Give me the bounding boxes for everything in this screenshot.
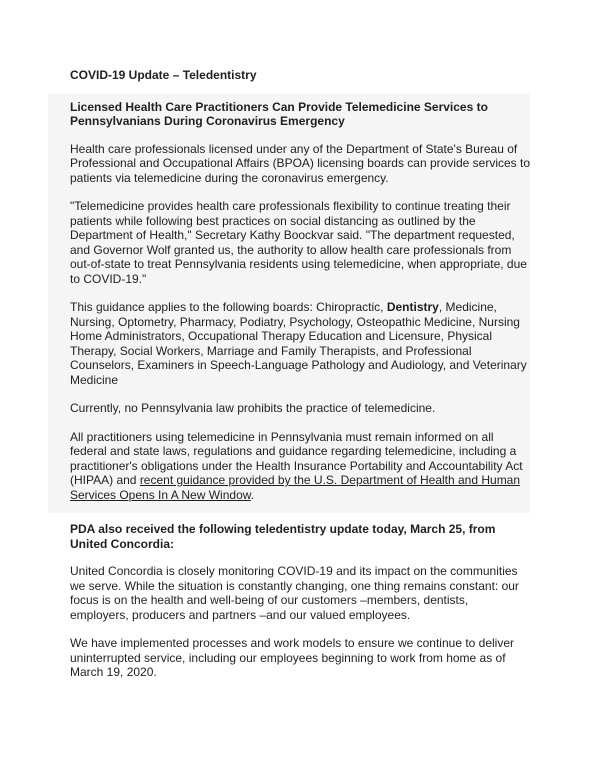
paragraph-bpoa-licensing: Health care professionals licensed under any of the Department of State's Bureau of Professional and Occupational Affairs (BPOA) licensing boards can provide services to patients via telemedicine during the coronavirus emergency. (70, 141, 531, 185)
paragraph-hipaa-guidance (70, 430, 530, 503)
boards-list-text-after: , Medicine, Nursing, Optometry, Pharmacy, Podiatry, Psychology, Osteopathic Medicine, Nursing Home Administrators, Occupational Therapy Education and Licensure, Physical Therapy, Social Workers, Marriage and Family Therapists, and Professional Counselors, Examiners in Speech-Language Pathology and Audiology, and Veterinary Medicine (70, 300, 527, 387)
hhs-guidance-link[interactable]: recent guidance provided by the U.S. Department of Health and Human Services Opens In A New Window (70, 473, 521, 502)
section-heading-pda-update: PDA also received the following teledentistry update today, March 25, from United Concordia: (70, 522, 496, 551)
hipaa-text-after: . (250, 487, 255, 502)
hipaa-text-before: All practitioners using telemedicine in Pennsylvania must remain informed on all federal and state laws, regulations and guidance regarding telemedicine, including a practitioner's obligations under the Health Insurance Portability and Accountability Act (HIPAA) and (70, 429, 523, 487)
boards-list-dentistry-bold: Dentistry (386, 300, 439, 314)
document-title: COVID-19 Update – Teledentistry (70, 68, 257, 82)
paragraph-work-from-home: We have implemented processes and work models to ensure we continue to deliver uninterrupted service, including our employees beginning to work from home as of March 19, 2020. (70, 636, 515, 679)
paragraph-united-concordia-monitoring: United Concordia is closely monitoring COVID-19 and its impact on the communities we serve. While the situation is constantly changing, one thing remains constant: our focus is on the health and well-being of our customers –members, dentists, employers, producers and partners –and our valued employees. (70, 564, 519, 622)
boards-list-text-before: This guidance applies to the following boards: Chiropractic, (70, 300, 387, 314)
paragraph-boards-list (70, 300, 530, 387)
paragraph-no-law-prohibits: Currently, no Pennsylvania law prohibits the practice of telemedicine. (70, 401, 436, 415)
highlighted-section (48, 94, 530, 514)
section-heading-telemedicine: Licensed Health Care Practitioners Can Provide Telemedicine Services to Pennsylvanians During Coronavirus Emergency (70, 99, 488, 128)
paragraph-boockvar-quote: "Telemedicine provides health care professionals flexibility to continue treating their patients while following best practices on social distancing as outlined by the Department of Health," Secretary Kathy Boockvar said. "The department requested, and Governor Wolf granted us, the authority to allow health care professionals from out-of-state to treat Pennsylvania residents using telemedicine, when appropriate, due to COVID-19." (70, 199, 527, 286)
